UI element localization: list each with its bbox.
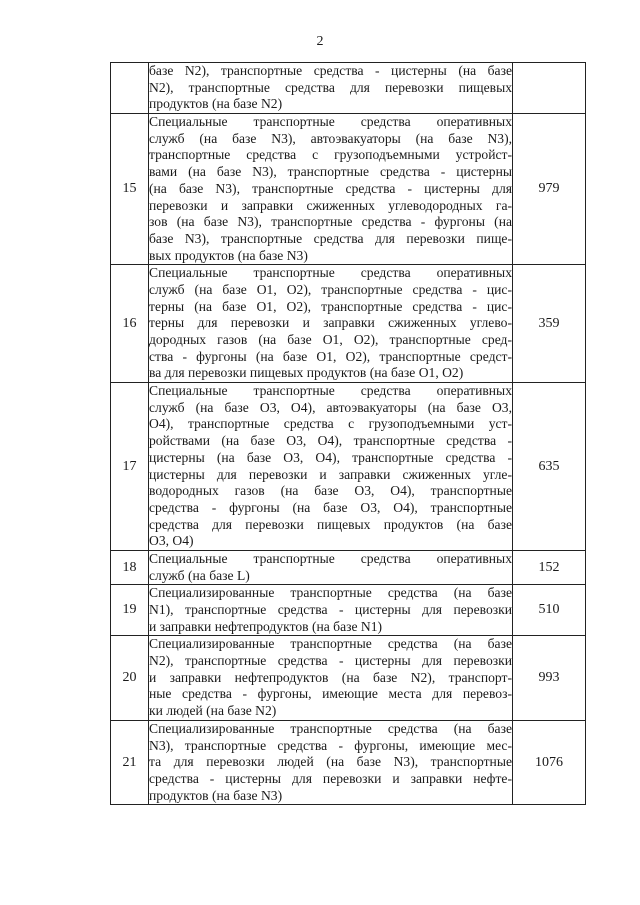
description-line: водородных газов (на базе O3, O4), транспортные	[149, 483, 512, 499]
description-line: ки людей (на базе N2)	[149, 703, 277, 719]
row-number: 17	[111, 383, 149, 551]
description-line: вых продуктов (на базе N3)	[149, 247, 308, 263]
row-number: 15	[111, 114, 149, 265]
row-number: 20	[111, 636, 149, 720]
page-number: 2	[316, 34, 324, 49]
description-line: Специальные транспортные средства оперативных	[149, 550, 512, 566]
row-description	[149, 550, 513, 584]
description-line: Специальные транспортные средства оперативных	[149, 383, 512, 399]
row-description	[149, 636, 513, 720]
description-line: и заправки нефтепродуктов (на базе N2), транспорт-	[149, 669, 512, 685]
row-value: 993	[513, 636, 586, 720]
row-number: 18	[111, 550, 149, 584]
description-line: базе N2), транспортные средства - цистерны (на базе	[149, 63, 512, 78]
description-line: цистерны (на базе O3, O4), транспортные средства -	[149, 449, 512, 465]
description-line: средства для перевозки пищевых продуктов (на базе	[149, 516, 512, 532]
table-row	[111, 383, 586, 551]
description-line: Специализированные транспортные средства (на базе	[149, 636, 512, 652]
description-line: ройствами (на базе O3, O4), транспортные средства -	[149, 433, 512, 449]
description-line: N2), транспортные средства для перевозки пищевых	[149, 79, 512, 95]
description-line: средства - цистерны для перевозки и заправки нефте-	[149, 770, 512, 786]
row-number	[111, 63, 149, 114]
table-body	[111, 63, 586, 805]
row-description	[149, 720, 513, 804]
description-line: ные средства - фургоны, имеющие места для перевоз-	[149, 686, 512, 702]
row-value: 359	[513, 265, 586, 383]
description-line: Специальные транспортные средства оперативных	[149, 114, 512, 130]
table-row	[111, 550, 586, 584]
row-number: 21	[111, 720, 149, 804]
description-line: продуктов (на базе N3)	[149, 787, 283, 803]
table-row	[111, 63, 586, 114]
description-line: цистерны для перевозки и заправки сжиженных угле-	[149, 466, 512, 482]
description-line: зов (на базе N3), транспортные средства - фургоны (на	[149, 214, 512, 230]
description-line: та для перевозки людей (на базе N3), транспортные	[149, 754, 512, 770]
description-line: Специализированные транспортные средства (на базе	[149, 585, 512, 601]
description-line: ства - фургоны (на базе O1, O2), транспортные средст-	[149, 348, 512, 364]
row-number: 16	[111, 265, 149, 383]
row-description	[149, 63, 513, 114]
description-line: N3), транспортные средства - фургоны, имеющие мес-	[149, 737, 512, 753]
row-value: 1076	[513, 720, 586, 804]
description-line: O4), транспортные средства с грузоподъемными уст-	[149, 416, 512, 432]
description-line: вами (на базе N3), транспортные средства - цистерны	[149, 164, 512, 180]
row-description	[149, 114, 513, 265]
table-row	[111, 720, 586, 804]
table-row	[111, 585, 586, 636]
table-row	[111, 265, 586, 383]
description-line: служб (на базе O1, O2), транспортные средства - цис-	[149, 281, 512, 297]
row-value: 152	[513, 550, 586, 584]
description-line: и заправки нефтепродуктов (на базе N1)	[149, 618, 383, 634]
row-number: 19	[111, 585, 149, 636]
description-line: Специальные транспортные средства оперативных	[149, 265, 512, 281]
description-line: ва для перевозки пищевых продуктов (на базе O1, O2)	[149, 365, 464, 381]
description-line: терны для перевозки и заправки сжиженных углево-	[149, 315, 512, 331]
description-line: N1), транспортные средства - цистерны для перевозки	[149, 602, 512, 617]
row-description	[149, 265, 513, 383]
description-line: N2), транспортные средства - цистерны для перевозки	[149, 653, 512, 669]
description-line: дородных газов (на базе O1, O2), транспортные сред-	[149, 332, 512, 347]
description-line: терны (на базе O1, O2), транспортные средства - цис-	[149, 298, 512, 314]
row-description	[149, 383, 513, 551]
description-line: транспортные средства с грузоподъемными устройст-	[149, 147, 512, 163]
table-row	[111, 636, 586, 720]
row-value	[513, 63, 586, 114]
description-line: перевозки и заправки сжиженных углеводородных га-	[149, 197, 512, 213]
description-line: (на базе N3), транспортные средства - цистерны для	[149, 180, 512, 196]
row-value: 510	[513, 585, 586, 636]
description-line: служб (на базе O3, O4), автоэвакуаторы (на базе O3,	[149, 399, 512, 415]
description-line: служб (на базе L)	[149, 567, 250, 583]
row-value: 979	[513, 114, 586, 265]
description-line: O3, O4)	[149, 533, 194, 549]
row-description	[149, 585, 513, 636]
description-line: продуктов (на базе N2)	[149, 96, 283, 112]
description-line: Специализированные транспортные средства (на базе	[149, 720, 512, 736]
table-row	[111, 114, 586, 265]
description-line: базе N3), транспортные средства для перевозки пище-	[149, 230, 512, 246]
vehicle-category-table	[110, 62, 586, 805]
row-value: 635	[513, 383, 586, 551]
description-line: средства - фургоны (на базе O3, O4), транспортные	[149, 499, 512, 515]
description-line: служб (на базе N3), автоэвакуаторы (на базе N3),	[149, 130, 512, 146]
